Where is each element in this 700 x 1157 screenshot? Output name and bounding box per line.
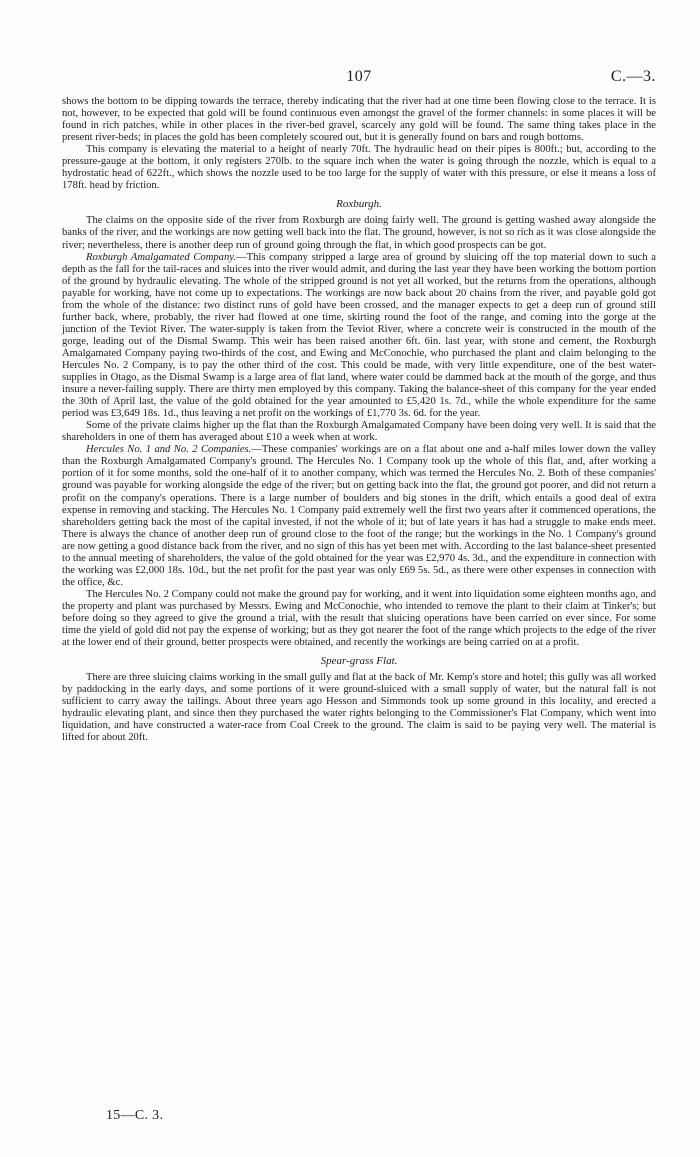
- page-footer-signature: 15—C. 3.: [106, 1108, 164, 1123]
- paragraph-terrace-gold: shows the bottom to be dipping towards the terrace, thereby indicating that the river had at one time been flowing close to the terrace. It is not, however, to be expected that gold will be found continuous even amongst the gravel of the former channels: in some places it will be found in rich patches, while in other places in the river-bed gravel, scarcely any gold will be found. The same thing takes place in the present river-beds; in places the gold has been completely scoured out, but it is generally found on bars and rough bottoms.: [62, 96, 656, 144]
- paragraph-hercules-text: —These companies' workings are on a flat about one and a-half miles lower down the valley than the Roxburgh Amalgamated Company's ground. The Hercules No. 1 Company took up the whole of this flat, and, after working a portion of it for some months, sold the one-half of it to another company, which was termed the Hercules No. 2. Both of these companies' ground was payable for working alongside the edge of the river; but on getting back into the flat, the ground got poorer, and did not return a profit on the company's operations. There is a large number of boulders and big stones in the drift, which entails a good deal of extra expense in removing and stacking. The Hercules No. 1 Company paid extremely well the first two years after it commenced operations, the shareholders getting back the most of the capital invested, if not the whole of it; but of late years it has had a struggle to make ends meet. There is always the chance of another deep run of ground close to the foot of the range; but the workings in the No. 1 Company's ground are now getting a good distance back from the river, and no sign of this has yet been met with. According to the last balance-sheet presented to the annual meeting of shareholders, the value of the gold obtained for the year was £2,970 4s. 3d., and the expenditure in connection with the working was £2,000 18s. 10d., but the net profit for the past year was only £69 5s. 5d., as there were other expenses in connection with the office, &c.: [62, 444, 656, 588]
- page-number: 107: [346, 68, 372, 85]
- paragraph-hercules-companies: [62, 444, 656, 589]
- document-reference: C.—3.: [610, 68, 656, 85]
- run-in-title-hercules: Hercules No. 1 and No. 2 Companies.: [86, 444, 252, 456]
- paragraph-hydraulic-head: This company is elevating the material to a height of nearly 70ft. The hydraulic head on their pipes is 800ft.; but, according to the pressure-gauge at the bottom, it only registers 270lb. to the square inch when the water is going through the nozzle, which is equal to a hydrostatic head of 622ft., which shows the nozzle used to be too large for the supply of water with this pressure, or else it means a loss of 178ft. head by friction.: [62, 144, 656, 192]
- section-heading-spear-grass-flat: Spear-grass Flat.: [320, 655, 398, 668]
- paragraph-roxburgh-claims: The claims on the opposite side of the river from Roxburgh are doing fairly well. The ground is getting washed away alongside the banks of the river, and the workings are now getting well back into the flat. The ground, however, is not so rich as it was close alongside the river; nevertheless, there is another deep run of ground going through the flat, in which good prospects can be got.: [62, 215, 656, 251]
- run-in-title-roxburgh-amalgamated: Roxburgh Amalgamated Company.: [86, 251, 237, 263]
- section-heading-roxburgh: Roxburgh.: [336, 198, 382, 211]
- paragraph-private-claims: Some of the private claims higher up the flat than the Roxburgh Amalgamated Company have been doing very well. It is said that the shareholders in one of them has averaged about £10 a week when at work.: [62, 420, 656, 444]
- paragraph-hercules-no2: The Hercules No. 2 Company could not make the ground pay for working, and it went into liquidation some eighteen months ago, and the property and plant was purchased by Messrs. Ewing and McConochie, who intended to remove the plant to their claim at Tinker's; but before doing so they agreed to give the ground a trial, with the result that sluicing operations have been carried on ever since. For some time the yield of gold did not pay the expense of working; but as they got nearer the foot of the range which projects to the edge of the river at the lower end of their ground, better prospects were obtained, and recently the workings are being carried on at a profit.: [62, 588, 656, 649]
- paragraph-roxburgh-amalgamated: [62, 252, 656, 421]
- paragraph-roxburgh-amalgamated-text: —This company stripped a large area of ground by sluicing off the top material down to such a depth as the fall for the tail-races and sluices into the river would admit, and during the last year they have been working the bottom portion of the ground by hydraulic elevating. The whole of the stripped ground is not yet all worked, but the returns from the operations, although payable for working, have not come up to expectations. The workings are now back about 20 chains from the river, and payable gold got from the whole of the distance: two distinct runs of gold have been crossed, and the manager expects to get a deep run of ground still further back, where, probably, the river had flowed at one time, skirting round the foot of the range, and coming into the gorge at the junction of the Teviot River. The water-supply is taken from the Teviot River, where a concrete weir is constructed in the mouth of the gorge, leading out of the Dismal Swamp. This weir has been raised another 6ft. 6in. last year, with stone and cement, the Roxburgh Amalgamated Company paying two-thirds of the cost, and Ewing and McConochie, who purchased the plant and claim belonging to the Hercules No. 2 Company, is to pay the other third of the cost. This could be made, with very little expenditure, one of the best water-supplies in Otago, as the Dismal Swamp is a large area of flat land, where water could be dammed back at the mouth of the gorge, and thus insure a never-failing supply. There are thirty men employed by this company. Taking the balance-sheet of this company for the year ended the 30th of April last, the value of the gold obtained for the year amounted to £5,420 1s. 7d., while the whole expenditure for the same period was £3,649 18s. 1d., thus leaving a net profit on the workings of £1,770 3s. 6d. for the year.: [62, 251, 656, 420]
- page-header: [62, 68, 656, 90]
- paragraph-spear-grass-flat: There are three sluicing claims working in the small gully and flat at the back of Mr. Kemp's store and hotel; this gully was all worked by paddocking in the early days, and some portions of it were ground-sluiced with a small supply of water, but the natural fall is not sufficient to carry away the tailings. About three years ago Hesson and Simmonds took up some ground in this locality, and erected a hydraulic elevating plant, and since then they purchased the water rights belonging to the Commissioner's Flat Company, which went into liquidation, and have constructed a water-race from Coal Creek to the ground. The claim is said to be paying very well. The material is lifted for about 20ft.: [62, 672, 656, 744]
- document-body: [62, 96, 656, 744]
